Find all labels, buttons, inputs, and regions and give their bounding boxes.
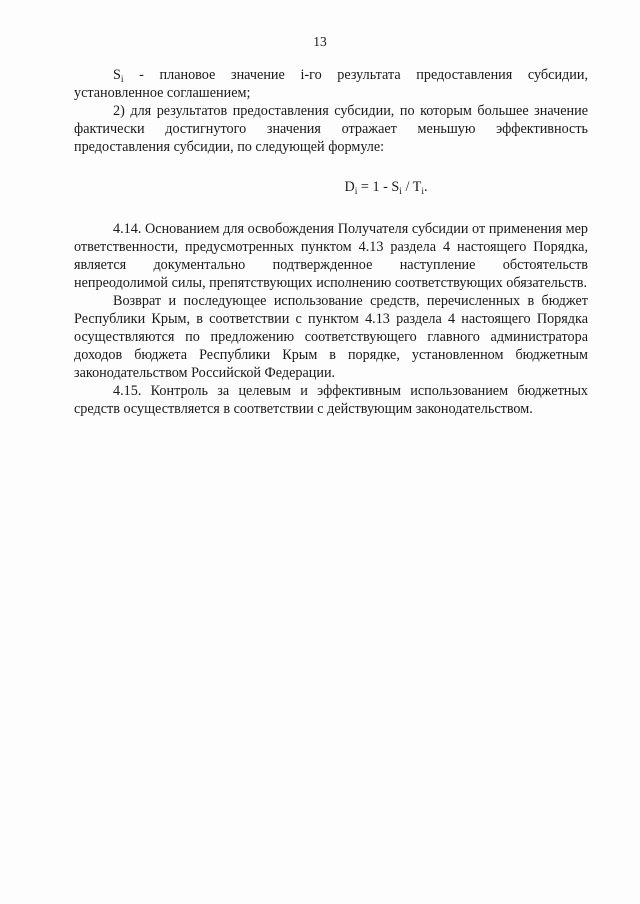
- paragraph-4-14: 4.14. Основанием для освобождения Получателя субсидии от применения мер ответственности, предусмотренных пунктом 4.13 раздела 4 настоящего Порядка, является документально подтвержденное наступление обстоятельств непреодолимой силы, препятствующих исполнению соответствующих обязательств.: [74, 221, 588, 291]
- s-symbol: S: [113, 67, 121, 83]
- paragraph-4-15: 4.15. Контроль за целевым и эффективным использованием бюджетных средств осуществляется в соответствии с действующим законодательством.: [74, 383, 588, 417]
- formula-middle: = 1 - S: [357, 179, 400, 195]
- formula-d-subscript: i: [354, 187, 358, 197]
- formula-t-subscript: i: [421, 187, 424, 197]
- paragraph-item-2: 2) для результатов предоставления субсидии, по которым большее значение фактически достигнутого значения отражает меньшую эффективность предоставления субсидии, по следующей формуле:: [74, 103, 588, 155]
- formula-s-subscript: i: [399, 187, 402, 197]
- formula: [74, 178, 588, 196]
- formula-slash: / T: [401, 179, 422, 195]
- paragraph-s-definition: [74, 66, 588, 102]
- formula-end: .: [423, 179, 428, 195]
- s-definition-text: - плановое значение i-го результата предоставления субсидии, установленное соглашением;: [74, 67, 588, 101]
- s-subscript: i: [120, 75, 124, 85]
- document-body: [74, 66, 588, 418]
- page-number: 13: [313, 34, 327, 49]
- formula-d: D: [344, 179, 355, 195]
- paragraph-return: Возврат и последующее использование средств, перечисленных в бюджет Республики Крым, в соответствии с пунктом 4.13 раздела 4 настоящего Порядка осуществляются по предложению соответствующего главного администратора доходов бюджета Республики Крым в порядке, установленном бюджетным законодательством Российской Федерации.: [74, 293, 588, 381]
